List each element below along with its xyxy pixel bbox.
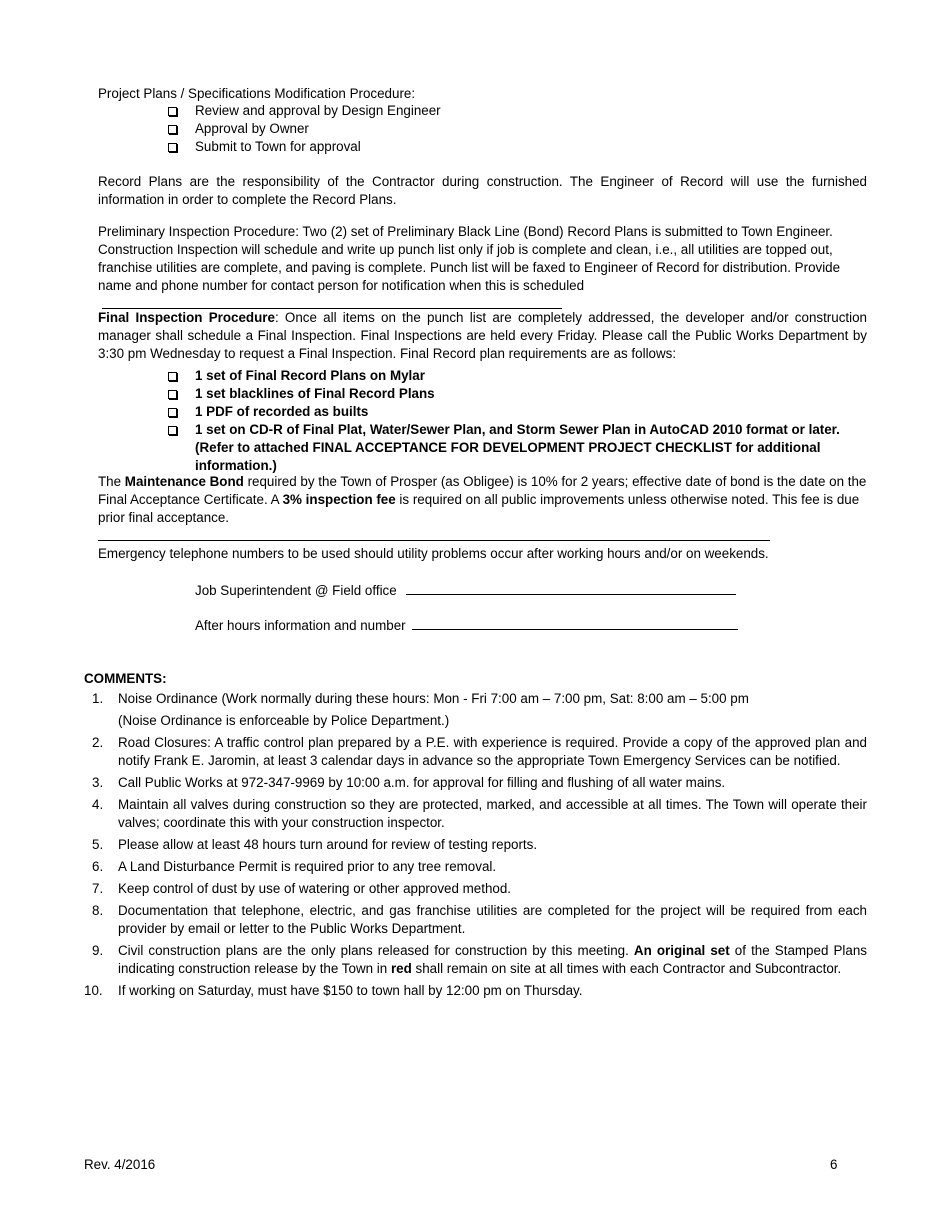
comments-list — [84, 690, 867, 1004]
after-hours-blank-line[interactable] — [412, 616, 738, 630]
superintendent-blank-line[interactable] — [406, 581, 736, 595]
modification-heading: Project Plans / Specifications Modification Procedure: — [98, 86, 416, 101]
superintendent-label: Job Superintendent @ Field office — [195, 583, 397, 598]
modification-list — [168, 102, 668, 156]
list-item: 1 PDF of recorded as builts — [168, 403, 867, 421]
contact-blank-line — [102, 295, 562, 309]
after-hours-label: After hours information and number — [195, 618, 406, 633]
checkbox-icon — [168, 372, 177, 381]
list-item: 1. Noise Ordinance (Work normally during these hours: Mon - Fri 7:00 am – 7:00 pm, Sat: 8:00 am – 5:00 pm (Noise Ordinance is enforceable by Police Department.) — [92, 691, 749, 728]
record-plans-paragraph: Record Plans are the responsibility of the Contractor during construction. The Engineer of Record will use the furnished information in order to complete the Record Plans. — [98, 174, 867, 207]
list-item: Submit to Town for approval — [168, 138, 668, 156]
list-item: 4. Maintain all valves during construction so they are protected, marked, and accessible at all times. The Town will operate their valves; coordinate this with your construction inspector. — [92, 797, 867, 830]
list-item: 1 set blacklines of Final Record Plans — [168, 385, 867, 403]
final-record-requirements-list — [168, 367, 867, 475]
revision-date: Rev. 4/2016 — [84, 1157, 156, 1172]
checkbox-icon — [168, 426, 177, 435]
page-number: 6 — [830, 1157, 838, 1172]
list-item: 5. Please allow at least 48 hours turn around for review of testing reports. — [92, 837, 538, 852]
list-item: 10. If working on Saturday, must have $150 to town hall by 12:00 pm on Thursday. — [84, 983, 583, 998]
comments-heading: COMMENTS: — [84, 671, 167, 686]
list-item: 1 set on CD-R of Final Plat, Water/Sewer Plan, and Storm Sewer Plan in AutoCAD 2010 format or later. (Refer to attached FINAL ACCEPTANCE FOR DEVELOPMENT PROJECT CHECKLIST for additional information.) — [168, 421, 867, 475]
list-item: 1 set of Final Record Plans on Mylar — [168, 367, 867, 385]
list-item: 9. Civil construction plans are the only plans released for construction by this meeting. An original set of the Stamped Plans indicating construction release by the Town in red shall remain on site at all times with each Contractor and Subcontractor. — [92, 943, 867, 976]
emergency-paragraph: Emergency telephone numbers to be used should utility problems occur after working hours and/or on weekends. — [98, 546, 769, 561]
after-hours-field — [195, 616, 738, 635]
superintendent-field — [195, 581, 736, 600]
preliminary-inspection-paragraph: Preliminary Inspection Procedure: Two (2) set of Preliminary Black Line (Bond) Record Plans is submitted to Town Engineer. Construction Inspection will schedule and write up punch list only if job is complete and clean, i.e., all utilities are topped out, franchise utilities are complete, and paving is complete. Punch list will be faxed to Engineer of Record for distribution. Provide name and phone number for contact person for notification when this is scheduled — [98, 223, 867, 314]
list-item: Approval by Owner — [168, 120, 668, 138]
list-item: 6. A Land Disturbance Permit is required prior to any tree removal. — [92, 859, 497, 874]
final-inspection-title: Final Inspection Procedure — [98, 310, 275, 325]
list-item: 2. Road Closures: A traffic control plan prepared by a P.E. with experience is required. Provide a copy of the approved plan and notify Frank E. Jaromin, at least 3 calendar days in advance so the appropriate Town Emergency Services can be notified. — [92, 735, 867, 768]
final-inspection-paragraph: Final Inspection Procedure: Once all items on the punch list are completely addressed, the developer and/or construction manager shall schedule a Final Inspection. Final Inspections are held every Friday. Please call the Public Works Department by 3:30 pm Wednesday to request a Final Inspection. Final Record plan requirements are as follows: — [98, 310, 868, 361]
acceptance-blank-line — [98, 527, 770, 541]
checkbox-icon — [168, 107, 177, 116]
checkbox-icon — [168, 390, 177, 399]
list-item: Review and approval by Design Engineer — [168, 102, 668, 120]
maintenance-bond-paragraph: The Maintenance Bond required by the Town of Prosper (as Obligee) is 10% for 2 years; effective date of bond is the date on the Final Acceptance Certificate. A 3% inspection fee is required on all public improvements unless otherwise noted. This fee is due prior final acceptance. — [98, 473, 867, 546]
list-item: 7. Keep control of dust by use of watering or other approved method. — [92, 881, 512, 896]
checkbox-icon — [168, 408, 177, 417]
list-item: 8. Documentation that telephone, electric, and gas franchise utilities are completed for the project will be required from each provider by email or letter to the Public Works Department. — [92, 903, 867, 936]
list-item: 3. Call Public Works at 972-347-9969 by 10:00 a.m. for approval for filling and flushing of all water mains. — [92, 775, 726, 790]
checkbox-icon — [168, 143, 177, 152]
checkbox-icon — [168, 125, 177, 134]
